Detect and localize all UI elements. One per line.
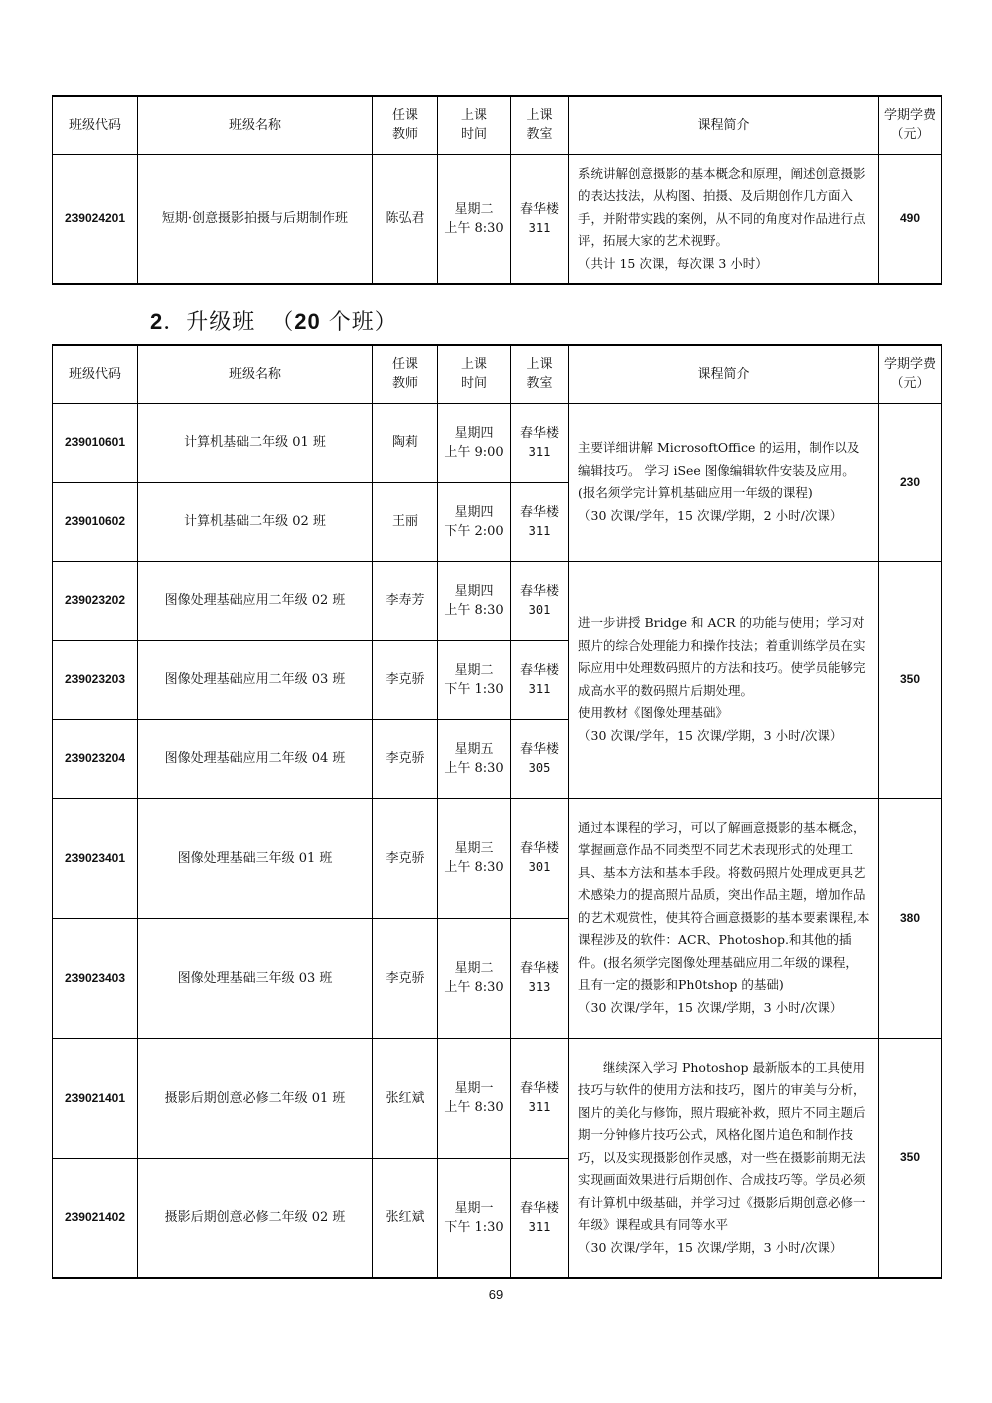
class-code: 239023403 xyxy=(53,918,138,1038)
table-header-row xyxy=(53,345,942,403)
teacher: 李克骄 xyxy=(373,640,438,719)
fee: 490 xyxy=(879,154,942,284)
class-name: 图像处理基础应用二年级 02 班 xyxy=(138,561,373,640)
fee: 350 xyxy=(879,561,942,798)
header-teacher: 任课 教师 xyxy=(373,345,438,403)
classroom: 春华楼 311 xyxy=(511,154,569,284)
header-room: 上课 教室 xyxy=(511,96,569,154)
class-time: 星期五 上午 8:30 xyxy=(438,719,511,798)
teacher: 李克骄 xyxy=(373,719,438,798)
class-code: 239023203 xyxy=(53,640,138,719)
table-row xyxy=(53,154,942,284)
header-name: 班级名称 xyxy=(138,96,373,154)
section-title: 2．升级班 （20 个班） xyxy=(150,309,398,335)
course-description: 系统讲解创意摄影的基本概念和原理，阐述创意摄影的表达技法，从构图、拍摄、及后期创作几方面入手，并附带实践的案例，从不同的角度对作品进行点评，拓展大家的艺术视野。 （共计 15 次课，每次课 3 小时） xyxy=(569,154,879,284)
class-code: 239023204 xyxy=(53,719,138,798)
table-header-row xyxy=(53,96,942,154)
teacher: 王丽 xyxy=(373,482,438,561)
header-code: 班级代码 xyxy=(53,345,138,403)
header-desc: 课程简介 xyxy=(569,96,879,154)
class-time: 星期二 上午 8:30 xyxy=(438,918,511,1038)
class-time: 星期一 下午 1:30 xyxy=(438,1158,511,1278)
classroom: 春华楼 311 xyxy=(511,1038,569,1158)
page-number: 69 xyxy=(488,1287,504,1302)
teacher: 陶莉 xyxy=(373,403,438,482)
table-row xyxy=(53,1038,942,1158)
table-row xyxy=(53,561,942,640)
header-time: 上课 时间 xyxy=(438,96,511,154)
header-code: 班级代码 xyxy=(53,96,138,154)
class-time: 星期四 上午 8:30 xyxy=(438,561,511,640)
class-code: 239023401 xyxy=(53,798,138,918)
schedule-table-short xyxy=(52,95,942,285)
course-description: 进一步讲授 Bridge 和 ACR 的功能与使用；学习对照片的综合处理能力和操作技法；着重训练学员在实际应用中处理数码照片的方法和技巧。使学员能够完成高水平的数码照片后期处理。 使用教材《图像处理基础》 （30 次课/学年，15 次课/学期，3 小时/次课） xyxy=(569,561,879,798)
course-note: （30 次课/学年，15 次课/学期，3 小时/次课） xyxy=(578,999,843,1015)
header-desc: 课程简介 xyxy=(569,345,879,403)
class-code: 239010601 xyxy=(53,403,138,482)
header-fee: 学期学费 （元） xyxy=(879,345,942,403)
classroom: 春华楼 301 xyxy=(511,798,569,918)
teacher: 李克骄 xyxy=(373,918,438,1038)
class-time: 星期二 上午 8:30 xyxy=(438,154,511,284)
class-code: 239021401 xyxy=(53,1038,138,1158)
header-teacher: 任课 教师 xyxy=(373,96,438,154)
course-description: 主要详细讲解 MicrosoftOffice 的运用，制作以及编辑技巧。 学习 iSee 图像编辑软件安装及应用。(报名须学完计算机基础应用一年级的课程) （30 次课/学年，15 次课/学期，2 小时/次课） xyxy=(569,403,879,561)
course-textbook: 使用教材《图像处理基础》 xyxy=(578,705,729,720)
course-description: 通过本课程的学习，可以了解画意摄影的基本概念，掌握画意作品不同类型不同艺术表现形式的处理工具、基本方法和基本手段。将数码照片处理成更具艺术感染力的提高照片品质，突出作品主题，增加作品的艺术观赏性，使其符合画意摄影的基本要素课程,本课程涉及的软件：ACR、Photoshop.和其他的插件。(报名须学完图像处理基础应用二年级的课程，且有一定的摄影和Ph0tshop 的基础) （30 次课/学年，15 次课/学期，3 小时/次课） xyxy=(569,798,879,1038)
header-time: 上课 时间 xyxy=(438,345,511,403)
classroom: 春华楼 311 xyxy=(511,640,569,719)
course-note: （30 次课/学年，15 次课/学期，2 小时/次课） xyxy=(578,507,843,523)
course-note: （30 次课/学年，15 次课/学期，3 小时/次课） xyxy=(578,727,843,743)
teacher: 张红斌 xyxy=(373,1038,438,1158)
class-name: 图像处理基础三年级 03 班 xyxy=(138,918,373,1038)
classroom: 春华楼 305 xyxy=(511,719,569,798)
class-name: 短期·创意摄影拍摄与后期制作班 xyxy=(138,154,373,284)
classroom: 春华楼 301 xyxy=(511,561,569,640)
teacher: 李寿芳 xyxy=(373,561,438,640)
class-code: 239023202 xyxy=(53,561,138,640)
course-description: 继续深入学习 Photoshop 最新版本的工具使用技巧与软件的使用方法和技巧，图片的审美与分析，图片的美化与修饰，照片瑕疵补救，照片不同主题后期一分钟修片技巧公式，风格化图片追色和制作技巧，以及实现摄影创作灵感，对一些在摄影前期无法实现画面效果进行后期创作、合成技巧等。学员必须有计算机中级基础，并学习过《摄影后期创意必修一年级》课程或具有同等水平 （30 次课/学年，15 次课/学期，3 小时/次课） xyxy=(569,1038,879,1278)
teacher: 张红斌 xyxy=(373,1158,438,1278)
class-name: 图像处理基础三年级 01 班 xyxy=(138,798,373,918)
course-note: （30 次课/学年，15 次课/学期，3 小时/次课） xyxy=(578,1239,843,1255)
course-note: （共计 15 次课，每次课 3 小时） xyxy=(578,255,768,271)
class-time: 星期二 下午 1:30 xyxy=(438,640,511,719)
class-name: 摄影后期创意必修二年级 02 班 xyxy=(138,1158,373,1278)
classroom: 春华楼 313 xyxy=(511,918,569,1038)
header-fee: 学期学费 （元） xyxy=(879,96,942,154)
class-name: 摄影后期创意必修二年级 01 班 xyxy=(138,1038,373,1158)
schedule-table-upgrade xyxy=(52,344,942,1279)
class-code: 239024201 xyxy=(53,154,138,284)
class-name: 计算机基础二年级 02 班 xyxy=(138,482,373,561)
fee: 350 xyxy=(879,1038,942,1278)
class-time: 星期四 上午 9:00 xyxy=(438,403,511,482)
classroom: 春华楼 311 xyxy=(511,482,569,561)
class-name: 图像处理基础应用二年级 03 班 xyxy=(138,640,373,719)
teacher: 李克骄 xyxy=(373,798,438,918)
class-name: 图像处理基础应用二年级 04 班 xyxy=(138,719,373,798)
header-room: 上课 教室 xyxy=(511,345,569,403)
header-name: 班级名称 xyxy=(138,345,373,403)
classroom: 春华楼 311 xyxy=(511,403,569,482)
fee: 230 xyxy=(879,403,942,561)
table-row xyxy=(53,403,942,482)
class-time: 星期一 上午 8:30 xyxy=(438,1038,511,1158)
teacher: 陈弘君 xyxy=(373,154,438,284)
table-row xyxy=(53,798,942,918)
class-code: 239010602 xyxy=(53,482,138,561)
classroom: 春华楼 311 xyxy=(511,1158,569,1278)
fee: 380 xyxy=(879,798,942,1038)
class-time: 星期三 上午 8:30 xyxy=(438,798,511,918)
class-name: 计算机基础二年级 01 班 xyxy=(138,403,373,482)
class-time: 星期四 下午 2:00 xyxy=(438,482,511,561)
class-code: 239021402 xyxy=(53,1158,138,1278)
